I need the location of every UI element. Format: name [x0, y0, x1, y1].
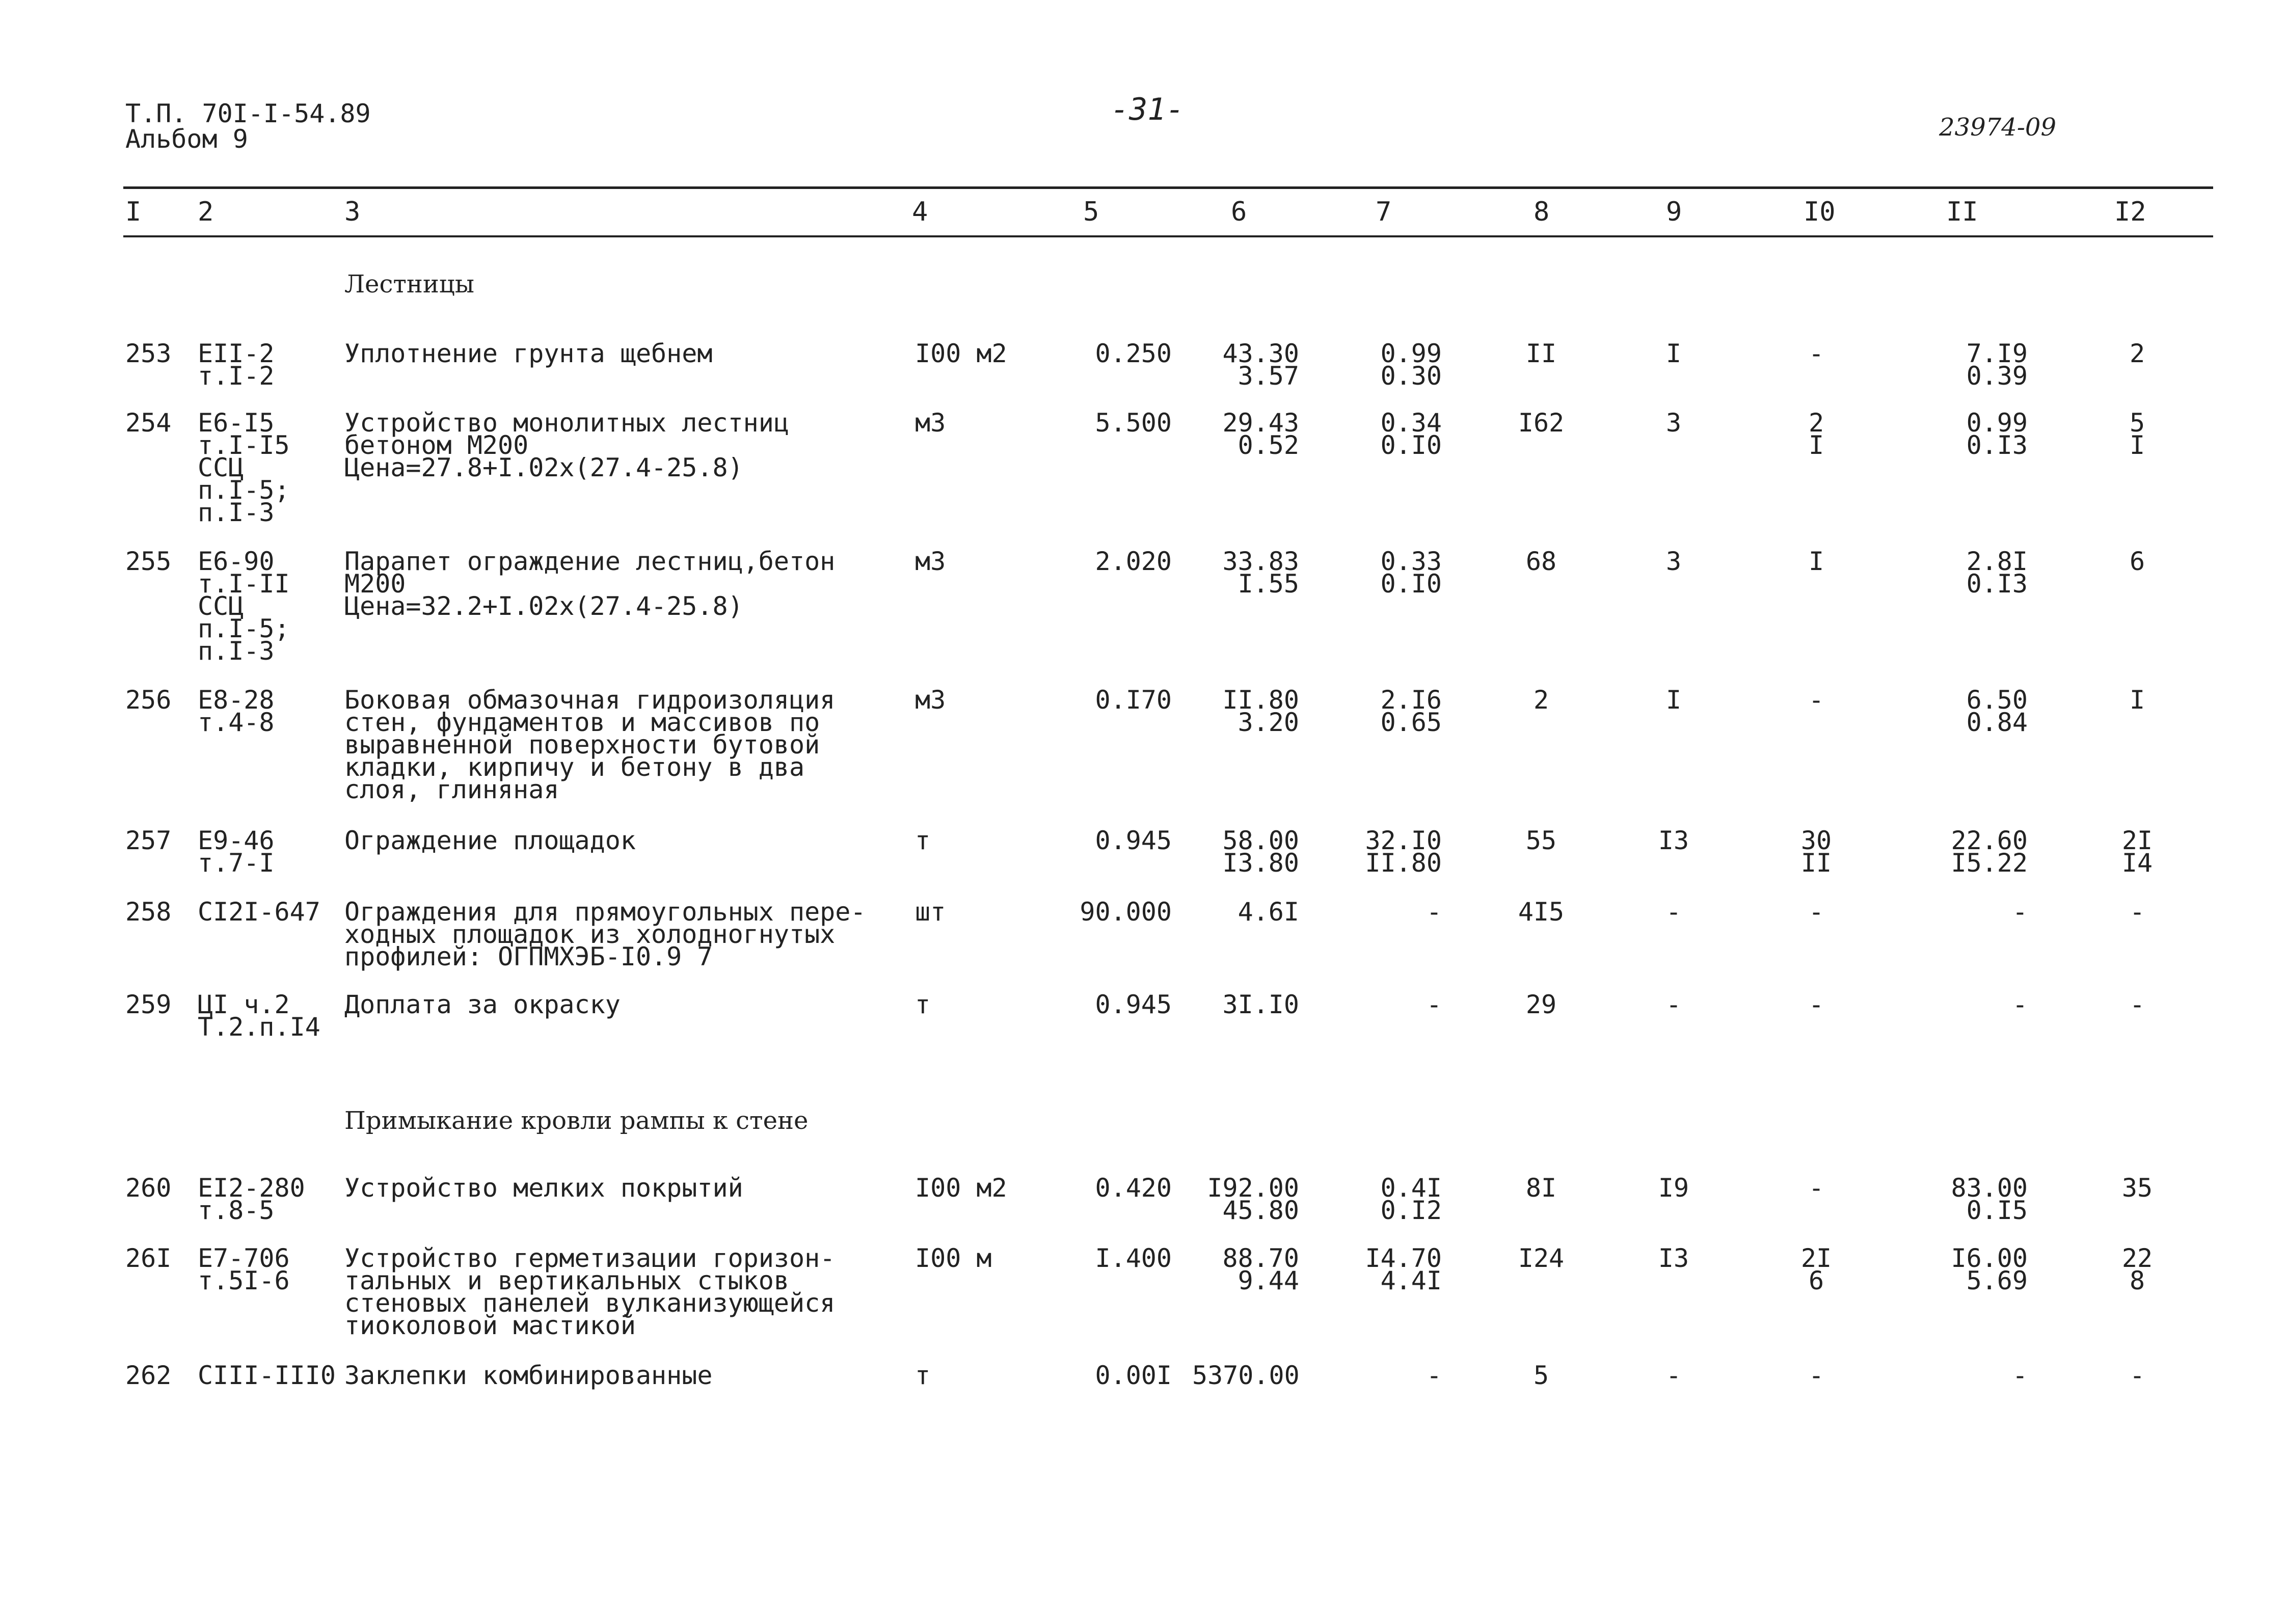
- row-26I-wage-cost: I4.70 4.4I: [1365, 1243, 1442, 1295]
- row-259-wage-cost: -: [1426, 990, 1442, 1019]
- row-259-work-name: Доплата за окраску: [344, 990, 621, 1019]
- row-258-unit: шт: [915, 897, 946, 927]
- row-255-wage-cost: 0.33 0.I0: [1380, 547, 1442, 599]
- row-253-total-cost: II: [1525, 339, 1557, 368]
- col-header-1: I: [125, 197, 142, 227]
- row-258-wage-cost: -: [1426, 897, 1442, 927]
- row-257-resource-code: Е9-46 т.7-I: [198, 826, 275, 878]
- row-257-work-name: Ограждение площадок: [344, 826, 636, 855]
- row-254-labor-total: 5 I: [2129, 408, 2145, 460]
- row-255-resource-code: Е6-90 т.I-II ССЦ п.I-5; п.I-3: [198, 547, 290, 666]
- row-258-work-name: Ограждения для прямоугольных пере- ходных площадок из холодногнутых профилей: ОГПМХЭБ-I0.9 7: [344, 897, 866, 971]
- col-header-6: 6: [1231, 197, 1247, 227]
- row-256-resource-code: Е8-28 т.4-8: [198, 685, 275, 737]
- row-262-row-number: 262: [125, 1361, 172, 1390]
- row-254-machine-cost: 2 I: [1808, 408, 1824, 460]
- row-256-total-wage: I: [1665, 685, 1682, 715]
- row-257-machine-cost: 30 II: [1800, 826, 1832, 878]
- section-title-roof: Примыкание кровли рампы к стене: [344, 1106, 809, 1135]
- row-256-unit-cost: II.80 3.20: [1222, 685, 1299, 737]
- row-26I-unit: I00 м: [915, 1243, 992, 1273]
- row-255-labor-per-unit: 2.8I 0.I3: [1966, 547, 2028, 599]
- row-253-machine-cost: -: [1808, 339, 1824, 368]
- row-257-labor-total: 2I I4: [2121, 826, 2153, 878]
- col-header-4: 4: [912, 197, 928, 227]
- row-255-work-name: Парапет ограждение лестниц,бетон М200 Цена=32.2+I.02х(27.4-25.8): [344, 547, 836, 621]
- row-254-wage-cost: 0.34 0.I0: [1380, 408, 1442, 460]
- row-258-labor-per-unit: -: [2012, 897, 2028, 927]
- row-26I-machine-cost: 2I 6: [1800, 1243, 1832, 1295]
- row-260-work-name: Устройство мелких покрытий: [344, 1173, 743, 1203]
- row-257-total-wage: I3: [1658, 826, 1689, 855]
- row-260-total-wage: I9: [1658, 1173, 1689, 1203]
- row-254-quantity: 5.500: [1095, 408, 1172, 438]
- row-262-labor-per-unit: -: [2012, 1361, 2028, 1390]
- row-254-work-name: Устройство монолитных лестниц бетоном М200 Цена=27.8+I.02х(27.4-25.8): [344, 408, 789, 482]
- row-26I-resource-code: Е7-706 т.5I-6: [198, 1243, 290, 1295]
- row-262-resource-code: СIII-III0: [198, 1361, 336, 1390]
- row-256-unit: м3: [915, 685, 946, 715]
- row-255-total-wage: 3: [1665, 547, 1682, 576]
- row-256-labor-total: I: [2129, 685, 2145, 715]
- row-257-wage-cost: 32.I0 II.80: [1365, 826, 1442, 878]
- row-255-total-cost: 68: [1525, 547, 1557, 576]
- row-257-quantity: 0.945: [1095, 826, 1172, 855]
- col-header-11: II: [1946, 197, 1978, 227]
- row-254-unit-cost: 29.43 0.52: [1222, 408, 1299, 460]
- row-262-labor-total: -: [2129, 1361, 2145, 1390]
- row-260-row-number: 260: [125, 1173, 172, 1203]
- row-254-labor-per-unit: 0.99 0.I3: [1966, 408, 2028, 460]
- row-255-unit-cost: 33.83 I.55: [1222, 547, 1299, 599]
- row-258-unit-cost: 4.6I: [1238, 897, 1299, 927]
- row-253-quantity: 0.250: [1095, 339, 1172, 368]
- header-rule: [123, 235, 2213, 237]
- row-259-total-cost: 29: [1525, 990, 1557, 1019]
- row-256-quantity: 0.I70: [1095, 685, 1172, 715]
- row-255-machine-cost: I: [1808, 547, 1824, 576]
- col-header-10: I0: [1804, 197, 1836, 227]
- row-253-labor-per-unit: 7.I9 0.39: [1966, 339, 2028, 391]
- row-256-row-number: 256: [125, 685, 172, 715]
- row-26I-total-cost: I24: [1518, 1243, 1565, 1273]
- row-257-labor-per-unit: 22.60 I5.22: [1951, 826, 2028, 878]
- row-258-machine-cost: -: [1808, 897, 1824, 927]
- row-262-work-name: Заклепки комбинированные: [344, 1361, 713, 1390]
- row-256-wage-cost: 2.I6 0.65: [1380, 685, 1442, 737]
- row-254-unit: м3: [915, 408, 946, 438]
- row-26I-labor-total: 22 8: [2121, 1243, 2153, 1295]
- row-262-quantity: 0.00I: [1095, 1361, 1172, 1390]
- row-262-unit: т: [915, 1361, 931, 1390]
- row-257-row-number: 257: [125, 826, 172, 855]
- row-258-total-cost: 4I5: [1518, 897, 1565, 927]
- doc-code: Т.П. 70I-I-54.89: [125, 99, 371, 128]
- row-257-unit-cost: 58.00 I3.80: [1222, 826, 1299, 878]
- row-259-unit-cost: 3I.I0: [1222, 990, 1299, 1019]
- row-253-wage-cost: 0.99 0.30: [1380, 339, 1442, 391]
- row-253-labor-total: 2: [2129, 339, 2145, 368]
- col-header-12: I2: [2114, 197, 2146, 227]
- row-255-row-number: 255: [125, 547, 172, 576]
- row-262-total-wage: -: [1665, 1361, 1682, 1390]
- row-262-wage-cost: -: [1426, 1361, 1442, 1390]
- row-26I-work-name: Устройство герметизации горизон- тальных и вертикальных стыков стеновых панелей вулканизующейся тиоколовой мастикой: [344, 1243, 836, 1340]
- row-260-unit: I00 м2: [915, 1173, 1007, 1203]
- row-259-total-wage: -: [1665, 990, 1682, 1019]
- row-256-total-cost: 2: [1533, 685, 1549, 715]
- row-259-labor-total: -: [2129, 990, 2145, 1019]
- row-253-row-number: 253: [125, 339, 172, 368]
- col-header-2: 2: [198, 197, 214, 227]
- row-260-wage-cost: 0.4I 0.I2: [1380, 1173, 1442, 1225]
- col-header-9: 9: [1666, 197, 1682, 227]
- row-254-row-number: 254: [125, 408, 172, 438]
- row-260-total-cost: 8I: [1525, 1173, 1557, 1203]
- row-253-unit: I00 м2: [915, 339, 1007, 368]
- row-259-labor-per-unit: -: [2012, 990, 2028, 1019]
- row-258-labor-total: -: [2129, 897, 2145, 927]
- row-26I-quantity: I.400: [1095, 1243, 1172, 1273]
- row-260-labor-total: 35: [2121, 1173, 2153, 1203]
- row-262-unit-cost: 5370.00: [1192, 1361, 1300, 1390]
- row-259-row-number: 259: [125, 990, 172, 1019]
- page-number: -31-: [1111, 92, 1185, 127]
- section-title-stairs: Лестницы: [344, 270, 474, 299]
- row-253-unit-cost: 43.30 3.57: [1222, 339, 1299, 391]
- row-253-work-name: Уплотнение грунта щебнем: [344, 339, 713, 368]
- row-259-resource-code: ЦI ч.2 Т.2.п.I4: [198, 990, 320, 1042]
- row-260-quantity: 0.420: [1095, 1173, 1172, 1203]
- row-255-quantity: 2.020: [1095, 547, 1172, 576]
- row-258-row-number: 258: [125, 897, 172, 927]
- row-257-unit: т: [915, 826, 931, 855]
- row-257-total-cost: 55: [1525, 826, 1557, 855]
- handwritten-code: 23974-09: [1939, 113, 2056, 142]
- row-255-labor-total: 6: [2129, 547, 2145, 576]
- row-254-resource-code: Е6-I5 т.I-I5 ССЦ п.I-5; п.I-3: [198, 408, 290, 527]
- row-26I-total-wage: I3: [1658, 1243, 1689, 1273]
- row-258-total-wage: -: [1665, 897, 1682, 927]
- col-header-3: 3: [344, 197, 361, 227]
- row-262-machine-cost: -: [1808, 1361, 1824, 1390]
- row-26I-labor-per-unit: I6.00 5.69: [1951, 1243, 2028, 1295]
- row-256-labor-per-unit: 6.50 0.84: [1966, 685, 2028, 737]
- row-256-machine-cost: -: [1808, 685, 1824, 715]
- row-258-quantity: 90.000: [1080, 897, 1172, 927]
- row-259-machine-cost: -: [1808, 990, 1824, 1019]
- row-259-unit: т: [915, 990, 931, 1019]
- row-260-resource-code: ЕI2-280 т.8-5: [198, 1173, 305, 1225]
- col-header-5: 5: [1083, 197, 1099, 227]
- col-header-8: 8: [1534, 197, 1550, 227]
- row-254-total-wage: 3: [1665, 408, 1682, 438]
- top-rule: [123, 186, 2213, 189]
- row-253-total-wage: I: [1665, 339, 1682, 368]
- row-259-quantity: 0.945: [1095, 990, 1172, 1019]
- row-260-labor-per-unit: 83.00 0.I5: [1951, 1173, 2028, 1225]
- row-262-total-cost: 5: [1533, 1361, 1549, 1390]
- row-26I-row-number: 26I: [125, 1243, 172, 1273]
- row-256-work-name: Боковая обмазочная гидроизоляция стен, фундаментов и массивов по выравненной поверхности бутовой кладки, кирпичу и бетону в два слоя, глиняная: [344, 685, 836, 804]
- row-260-unit-cost: I92.00 45.80: [1207, 1173, 1299, 1225]
- album-label: Альбом 9: [125, 124, 248, 154]
- col-header-7: 7: [1376, 197, 1392, 227]
- row-255-unit: м3: [915, 547, 946, 576]
- row-258-resource-code: СI2I-647: [198, 897, 320, 927]
- row-260-machine-cost: -: [1808, 1173, 1824, 1203]
- row-26I-unit-cost: 88.70 9.44: [1222, 1243, 1299, 1295]
- row-254-total-cost: I62: [1518, 408, 1565, 438]
- row-253-resource-code: ЕII-2 т.I-2: [198, 339, 275, 391]
